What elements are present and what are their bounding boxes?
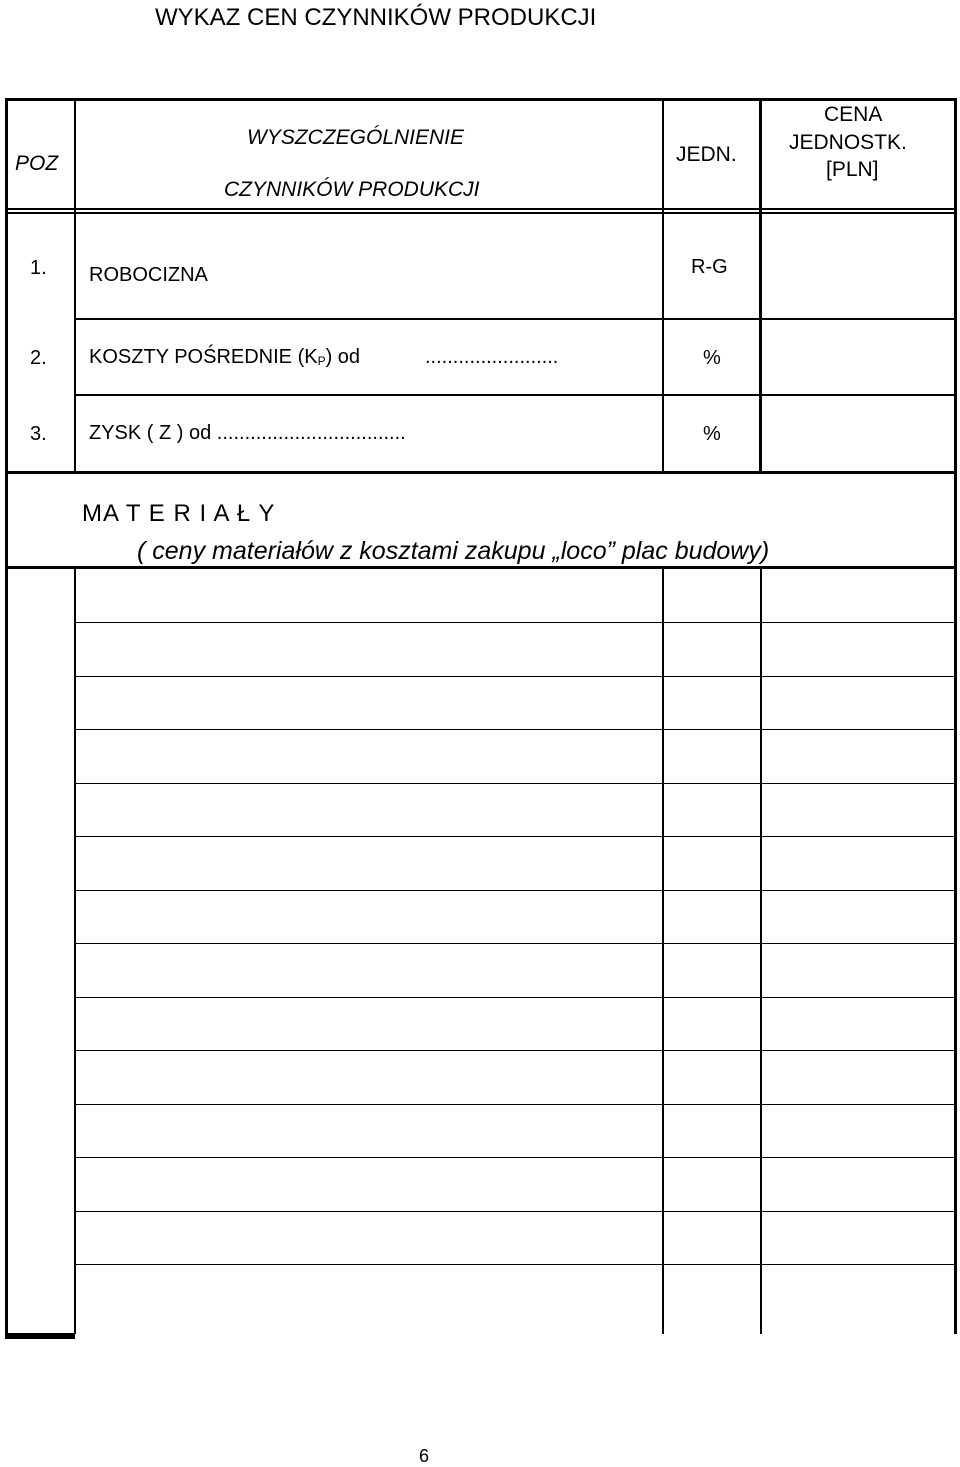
header-unit: JEDN. bbox=[676, 143, 737, 166]
row-3-poz: 3. bbox=[30, 423, 47, 445]
row-2-dots: ........................ bbox=[425, 346, 559, 368]
materials-title: MA T E R I A Ł Y bbox=[82, 500, 276, 527]
header-price-line3: [PLN] bbox=[826, 158, 879, 181]
page-title: WYKAZ CEN CZYNNIKÓW PRODUKCJI bbox=[155, 4, 597, 31]
materials-subtitle: ( ceny materiałów z kosztami zakupu „loco” plac budowy) bbox=[137, 537, 770, 565]
row-2-description-subscript: P bbox=[317, 354, 326, 368]
page-number: 6 bbox=[419, 1446, 430, 1466]
row-1-unit: R-G bbox=[691, 256, 728, 278]
row-1-poz: 1. bbox=[30, 257, 47, 279]
header-price-line2: JEDNOSTK. bbox=[789, 131, 907, 154]
row-2-poz: 2. bbox=[30, 347, 47, 369]
header-description-line1: WYSZCZEGÓLNIENIE bbox=[247, 126, 465, 149]
row-3-unit: % bbox=[703, 423, 721, 445]
row-2-description-main: KOSZTY POŚREDNIE (K bbox=[89, 346, 318, 368]
row-2-description bbox=[89, 346, 360, 369]
row-2-unit: % bbox=[703, 347, 721, 369]
header-poz: POZ bbox=[15, 152, 59, 175]
header-price-line1: CENA bbox=[824, 103, 883, 126]
row-1-description: ROBOCIZNA bbox=[89, 264, 208, 286]
row-3-description: ZYSK ( Z ) od .................................. bbox=[89, 422, 406, 444]
row-2-description-end: ) od bbox=[325, 346, 361, 368]
header-description-line2: CZYNNIKÓW PRODUKCJI bbox=[224, 178, 480, 201]
